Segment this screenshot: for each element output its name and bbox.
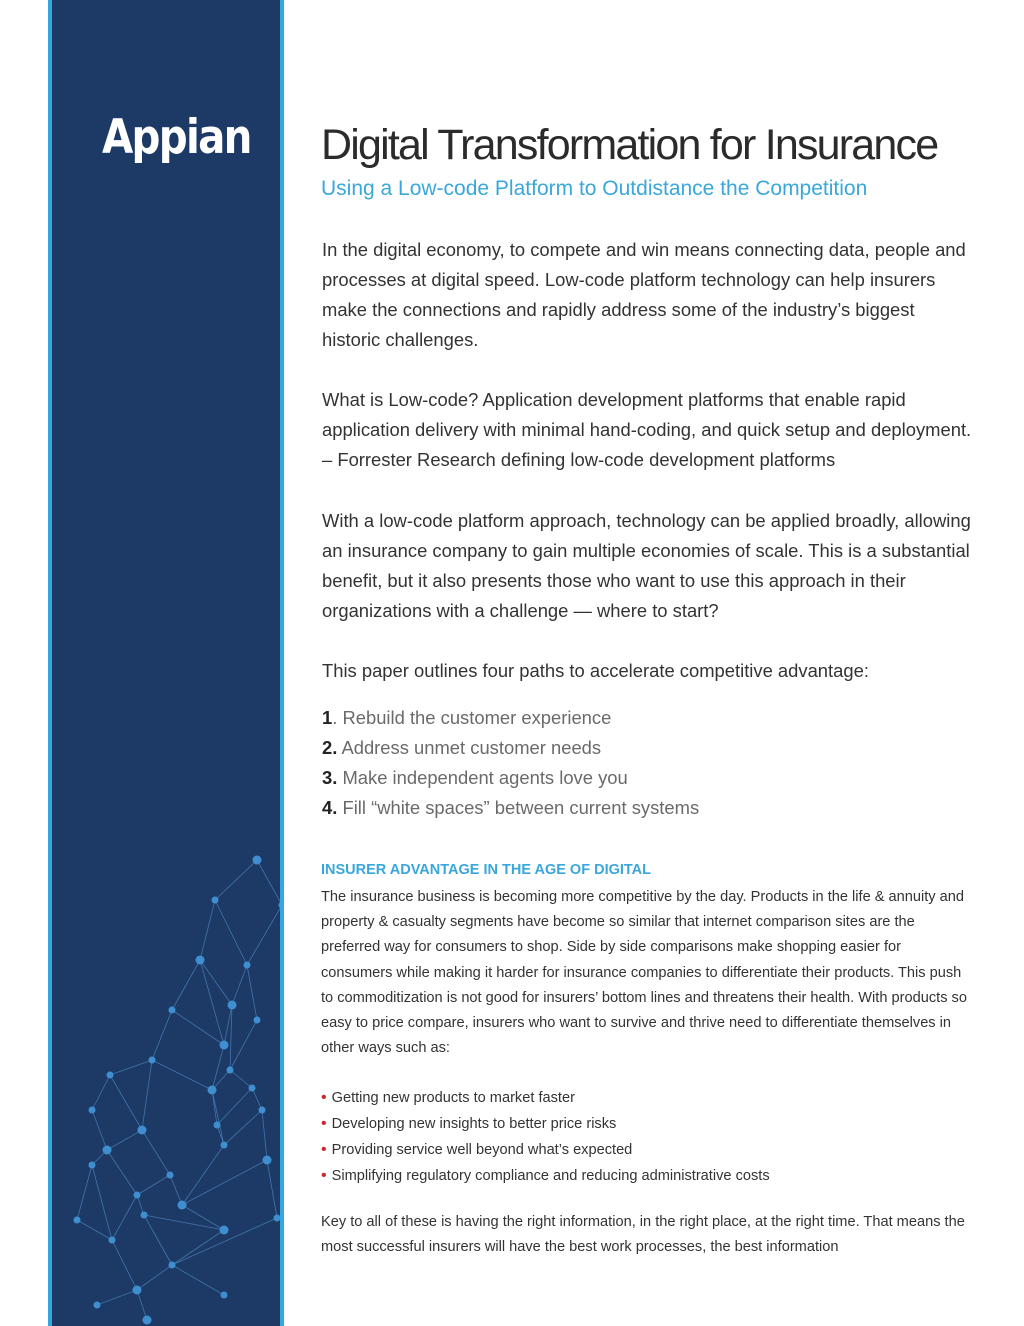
network-node [103,1146,112,1155]
network-node [149,1057,156,1064]
network-edge [107,1150,137,1195]
network-node [208,1086,217,1095]
network-edge [182,1145,224,1205]
section-body: Key to all of these is having the right information, in the right place, at the right time. That means the most successful insurers will have the best work processes, the best information [321,1214,965,1256]
network-node [138,1126,147,1135]
network-node [220,1041,229,1050]
bullet-dot-icon: • [321,1115,327,1132]
network-node [89,1162,96,1169]
network-edge [112,1240,137,1290]
network-node [109,1237,116,1244]
network-edge [170,1175,182,1205]
network-node [227,1067,234,1074]
network-node [259,1107,266,1114]
page-title: Digital Transformation for Insurance [321,121,938,169]
section-body: The insurance business is becoming more competitive by the day. Products in the life & annuity and property & casualty segments have become so similar that internet comparison sites are the preferred way for consumers to shop. Side by side comparisons make shopping easier for consumers while making it harder for insurance companies to differentiate their products. This push to commoditization is not good for insurers’ bottom lines and threatens their health. With products so easy to price compare, insurers who want to survive and thrive need to differentiate themselves in other ways such as: [321,889,967,1057]
path-number: 4. [322,797,338,818]
network-node [249,1085,256,1092]
network-edge [142,1130,170,1175]
path-number: 3. [322,767,338,788]
network-node [228,1001,237,1010]
network-edge [92,1075,110,1110]
network-edge [215,900,247,965]
bullet-dot-icon: • [321,1141,327,1158]
bullet-text: Providing service well beyond what’s expected [331,1142,633,1158]
list-item [322,793,699,823]
page-subtitle: Using a Low-code Platform to Outdistance the Competition [321,177,868,200]
network-node [134,1192,141,1199]
section-heading: INSURER ADVANTAGE IN THE AGE OF DIGITAL [321,862,652,878]
network-node [169,1262,176,1269]
network-edge [92,1165,112,1240]
network-edge [215,860,257,900]
sidebar-band [48,0,284,1326]
bullet-text: Developing new insights to better price risks [331,1116,617,1132]
list-item [321,1137,770,1163]
network-edge [212,1090,224,1145]
path-number: 2. [322,737,338,758]
path-text: Address unmet customer needs [341,737,602,758]
network-node [167,1172,174,1179]
low-code-definition: What is Low-code? Application development platforms that enable rapid application delivery with minimal hand-coding, and quick setup and deployment. – Forrester Research defining low-code development platforms [322,389,972,470]
network-edge [172,1265,224,1295]
network-node [253,856,262,865]
network-edge [172,1230,224,1265]
network-edge [252,1088,262,1110]
list-item [322,703,699,733]
network-edge [230,1070,252,1088]
bullet-text: Getting new products to market faster [331,1090,575,1106]
network-edge [77,1165,92,1220]
network-edge [77,1220,112,1240]
network-edge [232,965,247,1005]
network-node [94,1302,101,1309]
network-edge [97,1290,137,1305]
network-edge [182,1160,267,1205]
list-item [322,733,699,763]
path-text: Fill “white spaces” between current systems [342,797,700,818]
network-node [107,1072,114,1079]
network-edge [110,1075,142,1130]
network-node [263,1156,272,1165]
paths-lead-in: This paper outlines four paths to accelerate competitive advantage: [322,660,869,681]
network-edge [267,1160,277,1218]
network-edge [137,1290,147,1320]
network-edge [230,1020,257,1070]
network-edge [152,1060,212,1090]
path-text: Make independent agents love you [342,767,628,788]
network-node [279,902,285,909]
network-node [169,1007,176,1014]
bullet-dot-icon: • [321,1167,327,1184]
bullet-dot-icon: • [321,1089,327,1106]
network-edge [172,960,200,1010]
network-edge [172,1010,224,1045]
network-edge [142,1060,152,1130]
network-edge [137,1265,172,1290]
network-node [214,1122,221,1129]
network-graph-icon [52,820,284,1326]
network-edge [137,1175,170,1195]
intro-paragraph: In the digital economy, to compete and win means connecting data, people and processes at digital speed. Low-code platform technology can help insurers make the connections and rapidly address some of the industry’s biggest historic challenges. [322,239,966,350]
network-edge [144,1215,172,1265]
path-number: 1 [322,707,333,728]
network-node [244,962,251,969]
list-item [321,1163,770,1189]
network-edge [200,900,215,960]
list-item [321,1085,770,1111]
network-edge [257,860,282,905]
network-edge [217,1088,252,1125]
list-item [322,763,699,793]
intro-paragraph: With a low-code platform approach, technology can be applied broadly, allowing an insurance company to gain multiple economies of scale. This is a substantial benefit, but it also presents those who want to use this approach in their organizations with a challenge — where to start? [322,510,971,621]
network-node [212,897,219,904]
network-node [133,1286,142,1295]
paths-list [322,703,699,823]
bullet-text: Simplifying regulatory compliance and reducing administrative costs [331,1168,770,1184]
path-text: Rebuild the customer experience [342,707,612,728]
bullet-list [321,1085,770,1189]
list-item [321,1111,770,1137]
network-edge [172,1218,277,1265]
network-node [178,1201,187,1210]
network-node [220,1226,229,1235]
network-node [89,1107,96,1114]
network-edge [112,1195,137,1240]
network-edge [247,965,257,1020]
network-edge [200,960,232,1005]
network-node [274,1215,281,1222]
network-edge [262,1110,267,1160]
network-node [254,1017,261,1024]
network-node [74,1217,81,1224]
network-node [221,1142,228,1149]
appian-logo: Appian [102,110,251,165]
network-edge [224,1110,262,1145]
network-edge [247,905,282,965]
path-separator: . [332,707,343,728]
network-node [221,1292,228,1299]
network-edge [107,1130,142,1150]
network-edge [92,1110,107,1150]
network-node [196,956,205,965]
network-edge [110,1060,152,1075]
network-edge [152,1010,172,1060]
network-node [143,1316,152,1325]
network-edge [200,960,224,1045]
network-node [141,1212,148,1219]
